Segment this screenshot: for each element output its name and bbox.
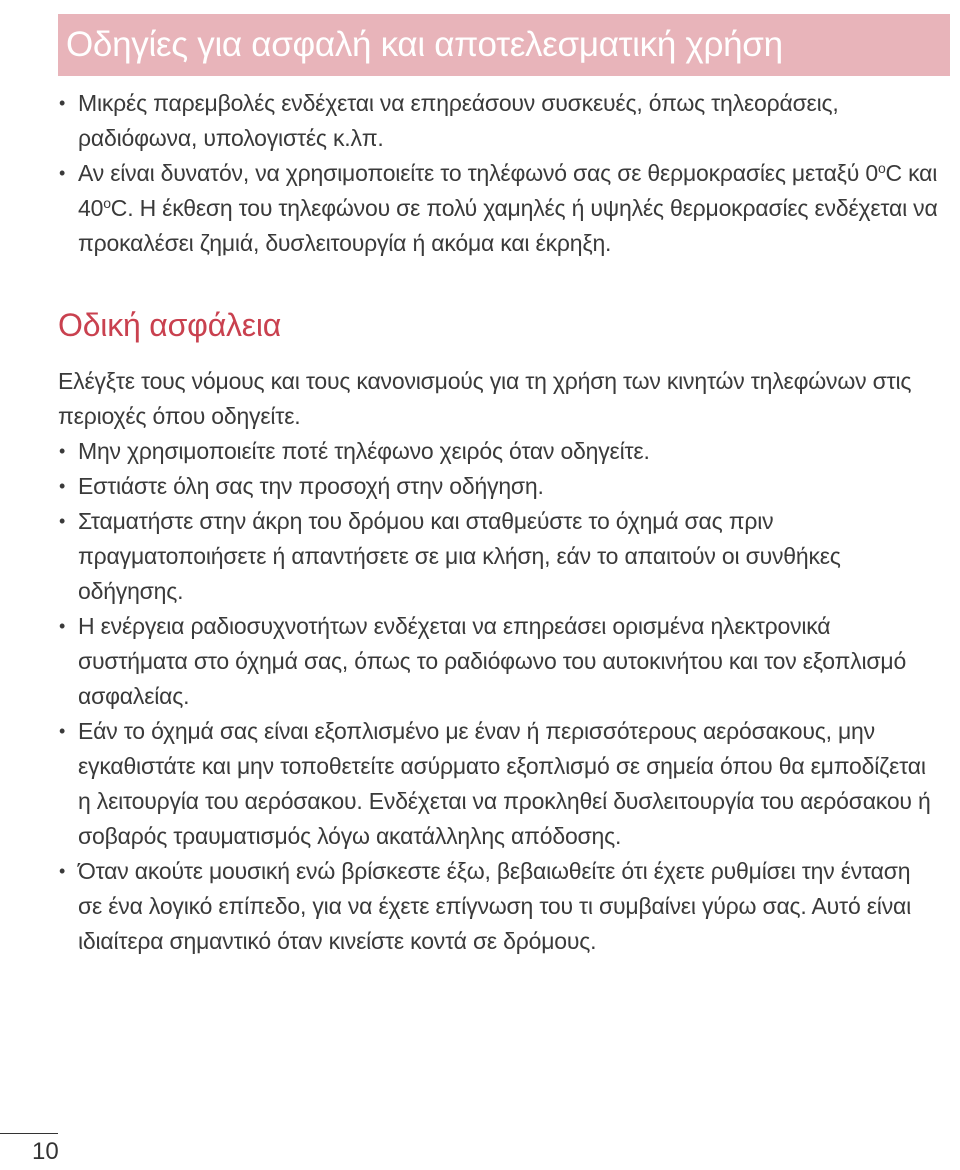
list-item — [58, 609, 938, 714]
degree-superscript: o — [103, 195, 111, 211]
main-content — [58, 86, 938, 959]
list-item — [58, 434, 938, 469]
list-item-text: Εστιάστε όλη σας την προσοχή στην οδήγηση. — [78, 473, 544, 499]
list-item-text: C και 40 — [78, 160, 938, 221]
section-intro-paragraph: Ελέγξτε τους νόμους και τους κανονισμούς για τη χρήση των κινητών τηλεφώνων στις περιοχές όπου οδηγείτε. — [58, 368, 912, 429]
list-item — [58, 469, 938, 504]
list-item-text: Εάν το όχημά σας είναι εξοπλισμένο με έναν ή περισσότερους αερόσακους, μην εγκαθιστάτε και μην τοποθετείτε ασύρματο εξοπλισμό σε σημεία όπου θα εμποδίζεται η λειτουργία του αερόσακου. Ενδέχεται να προκληθεί δυσλειτουργία του αερόσακου ή σοβαρός τραυματισμός λόγω ακατάλληλης απόδοσης. — [78, 718, 931, 849]
list-item-text: Η ενέργεια ραδιοσυχνοτήτων ενδέχεται να επηρεάσει ορισμένα ηλεκτρονικά συστήματα στο όχημά σας, όπως το ραδιόφωνο του αυτοκινήτου και τον εξοπλισμό ασφαλείας. — [78, 613, 907, 709]
section-heading-road-safety: Οδική ασφάλεια — [58, 307, 282, 343]
list-item-text: C. Η έκθεση του τηλεφώνου σε πολύ χαμηλές ή υψηλές θερμοκρασίες ενδέχεται να προκαλέσει ζημιά, δυσλειτουργία ή ακόμα και έκρηξη. — [78, 195, 938, 256]
list-item — [58, 854, 938, 959]
list-item-text: Μην χρησιμοποιείτε ποτέ τηλέφωνο χειρός όταν οδηγείτε. — [78, 438, 650, 464]
page-number: 10 — [32, 1138, 59, 1165]
page-title: Οδηγίες για ασφαλή και αποτελεσματική χρήση — [66, 25, 783, 64]
list-item — [58, 504, 938, 609]
list-item-text: Σταματήστε στην άκρη του δρόμου και σταθμεύστε το όχημά σας πριν πραγματοποιήσετε ή απαντήσετε σε μια κλήση, εάν το απαιτούν οι συνθήκες οδήγησης. — [78, 508, 841, 604]
section-header-bar — [58, 14, 950, 76]
list-item — [58, 86, 938, 156]
list-item-text: Αν είναι δυνατόν, να χρησιμοποιείτε το τηλέφωνό σας σε θερμοκρασίες μεταξύ 0 — [78, 160, 878, 186]
list-item-text: Μικρές παρεμβολές ενδέχεται να επηρεάσουν συσκευές, όπως τηλεοράσεις, ραδιόφωνα, υπολογιστές κ.λπ. — [78, 90, 839, 151]
degree-superscript: o — [877, 160, 886, 176]
list-item-text: Όταν ακούτε μουσική ενώ βρίσκεστε έξω, βεβαιωθείτε ότι έχετε ρυθμίσει την ένταση σε ένα λογικό επίπεδο, για να έχετε επίγνωση του τι συμβαίνει γύρω σας. Αυτό είναι ιδιαίτερα σημαντικό όταν κινείστε κοντά σε δρόμους. — [78, 858, 911, 954]
list-item-temperature — [58, 156, 938, 261]
list-item — [58, 714, 938, 854]
footer-divider — [0, 1133, 58, 1134]
